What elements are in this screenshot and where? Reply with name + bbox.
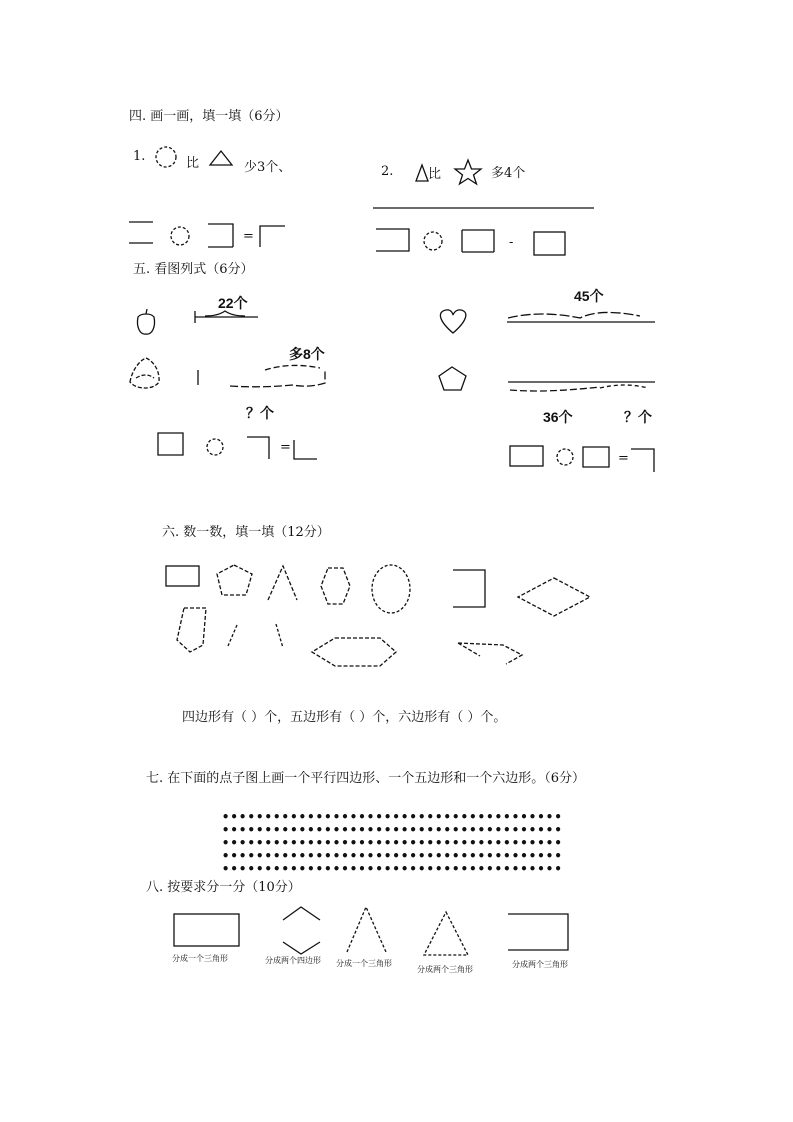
- dot-grid-row[interactable]: ••••••••••••••••••••••••••••••••••••••••: [222, 810, 563, 824]
- open-quadrilateral-shape: [453, 570, 485, 607]
- right-unknown-label: ？个: [624, 409, 652, 425]
- right-known-label: 36个: [543, 409, 573, 425]
- divide-triangle[interactable]: [347, 907, 386, 952]
- operator-circle[interactable]: [207, 439, 223, 455]
- caption-rectangle: 分成一个三角形: [172, 954, 228, 963]
- apple-icon: [137, 309, 154, 334]
- divide-open-rectangle[interactable]: [508, 914, 568, 950]
- circle-icon: [156, 147, 176, 167]
- hexagon-shape: [321, 568, 350, 604]
- brace-mark: [265, 365, 320, 370]
- triangle-icon: [416, 165, 428, 181]
- section8-title: 八. 按要求分一分（10分）: [146, 880, 301, 895]
- q2-compare-word: 比: [428, 167, 442, 182]
- triangle-icon: [210, 151, 232, 165]
- answer-box[interactable]: [376, 229, 409, 251]
- answer-box[interactable]: [583, 447, 609, 467]
- q1-equals-sign: =: [243, 229, 254, 244]
- caption-triangle-b: 分成两个三角形: [417, 965, 473, 974]
- caption-triangle-a: 分成一个三角形: [336, 959, 392, 968]
- pear-icon: [130, 358, 159, 388]
- left-equals-sign: =: [280, 440, 291, 455]
- oval-shape: [372, 565, 410, 613]
- brace-mark: [600, 385, 648, 388]
- dot-grid-row[interactable]: ••••••••••••••••••••••••••••••••••••••••: [222, 823, 563, 837]
- answer-box[interactable]: [534, 232, 565, 255]
- right-top-label: 45个: [574, 288, 604, 304]
- answer-box[interactable]: [631, 449, 654, 472]
- answer-box[interactable]: [510, 446, 543, 466]
- divide-hexagon[interactable]: [283, 907, 320, 954]
- q2-text: 多4个: [491, 166, 526, 181]
- shape-count-fill-text: 四边形有（ ）个，五边形有（ ）个，六边形有（ ）个。: [182, 710, 507, 725]
- operator-circle[interactable]: [171, 227, 189, 245]
- dot-grid-row[interactable]: ••••••••••••••••••••••••••••••••••••••••: [222, 836, 563, 850]
- brace-mark: [510, 387, 600, 391]
- left-top-label: 22个: [218, 295, 248, 311]
- operator-circle[interactable]: [557, 449, 573, 465]
- dot-grid-row[interactable]: ••••••••••••••••••••••••••••••••••••••••: [222, 862, 563, 876]
- rhombus-shape: [518, 578, 590, 616]
- q2-number: 2.: [381, 164, 394, 179]
- heart-icon: [440, 310, 465, 333]
- section7-title: 七. 在下面的点子图上画一个平行四边形、一个五边形和一个六边形。（6分）: [146, 771, 586, 786]
- answer-box[interactable]: [260, 226, 285, 247]
- answer-box[interactable]: [294, 440, 317, 459]
- section4-title: 四. 画一画，填一填（6分）: [129, 109, 289, 124]
- caption-hexagon: 分成两个四边形: [265, 956, 321, 965]
- brace-mark: [508, 312, 640, 318]
- divide-rectangle[interactable]: [174, 914, 239, 946]
- star-icon: [455, 160, 481, 184]
- dot-grid-row[interactable]: ••••••••••••••••••••••••••••••••••••••••: [222, 849, 563, 863]
- section5-title: 五. 看图列式（6分）: [133, 262, 254, 277]
- right-equals-sign: =: [618, 451, 629, 466]
- q1-number: 1.: [133, 149, 146, 164]
- q1-text: 少3个、: [244, 160, 292, 175]
- pentagon-shape: [177, 608, 206, 652]
- caption-open-rectangle: 分成两个三角形: [512, 960, 568, 969]
- answer-box[interactable]: [158, 433, 183, 455]
- q1-compare-word: 比: [186, 156, 200, 171]
- section6-title: 六. 数一数，填一填（12分）: [162, 525, 330, 540]
- rectangle-shape: [166, 566, 199, 586]
- brace-mark: [205, 311, 245, 316]
- divide-triangle[interactable]: [424, 912, 468, 955]
- open-angle-shape: [268, 566, 297, 600]
- pentagon-icon: [439, 367, 466, 390]
- line-segment: [228, 625, 237, 646]
- hexagon-shape: [312, 638, 396, 666]
- answer-box[interactable]: [208, 224, 233, 247]
- pentagon-shape: [217, 565, 252, 595]
- line-segment: [276, 624, 283, 648]
- left-difference-label: 多8个: [289, 346, 325, 362]
- q2-minus-sign: -: [509, 235, 514, 250]
- parallelogram-shape: [458, 643, 522, 664]
- brace-mark: [230, 370, 325, 387]
- left-unknown-label: ？个: [246, 405, 274, 421]
- answer-box[interactable]: [462, 230, 494, 252]
- answer-box[interactable]: [247, 437, 269, 459]
- operator-circle[interactable]: [424, 232, 442, 250]
